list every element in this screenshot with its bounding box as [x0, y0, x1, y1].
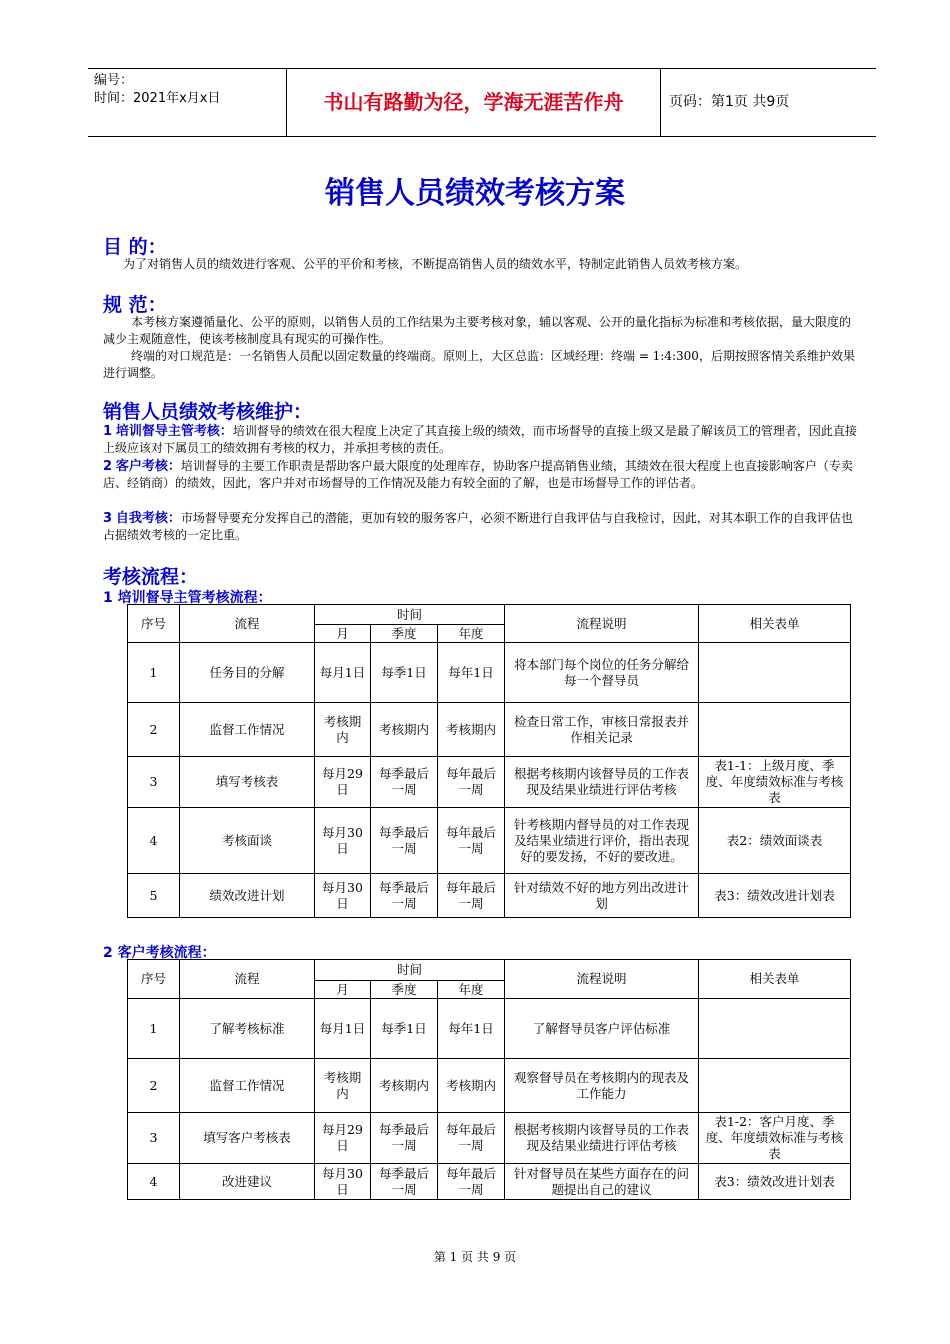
cell-forms: [699, 643, 851, 703]
col-header-quarter: 季度: [371, 625, 438, 643]
cell-desc: 针考核期内督导员的对工作表现及结果业绩进行评价，指出表现好的要发扬，不好的要改进。: [505, 808, 699, 874]
cell-month: 考核期内: [315, 1059, 371, 1113]
col-header-time: 时间: [315, 960, 505, 981]
cell-forms: [699, 1059, 851, 1113]
purpose-heading: 目 的：: [103, 236, 167, 258]
maintenance-item: [103, 510, 863, 544]
cell-quarter: 每季1日: [371, 999, 438, 1059]
norms-heading: 规 范：: [103, 294, 167, 316]
norms-text-2: 终端的对口规范是：一名销售人员配以固定数量的终端商。原则上，大区总监：区域经理：终端 = 1:4:300，后期按照客情关系维护效果进行调整。: [103, 349, 855, 380]
table-row: [128, 808, 851, 874]
cell-forms: [699, 703, 851, 757]
cell-seq: 1: [128, 643, 180, 703]
col-header-month: 月: [315, 625, 371, 643]
header-number: 编号：: [94, 73, 134, 88]
cell-flow: 绩效改进计划: [180, 874, 315, 918]
cell-desc: 了解督导员客户评估标准: [505, 999, 699, 1059]
cell-seq: 3: [128, 757, 180, 808]
maintenance-heading: 销售人员绩效考核维护：: [103, 401, 313, 423]
cell-desc: 检查日常工作，审核日常报表并作相关记录: [505, 703, 699, 757]
purpose-text: 为了对销售人员的绩效进行客观、公平的平价和考核，不断提高销售人员的绩效水平，特制定此销售人员效考核方案。: [123, 257, 748, 271]
cell-year: 每年1日: [438, 999, 505, 1059]
col-header-seq: 序号: [128, 605, 180, 643]
table2-title: 2 客户考核流程：: [103, 945, 216, 961]
table-row: [128, 1113, 851, 1164]
table-row: [128, 643, 851, 703]
norms-text-1: 本考核方案遵循量化、公平的原则，以销售人员的工作结果为主要考核对象，辅以客观、公开的量化指标为标准和考核依据，量大限度的减少主观随意性，使该考核制度具有现实的可操作性。: [103, 315, 852, 346]
header-meta: [88, 69, 286, 136]
table-row: [128, 874, 851, 918]
cell-month: 每月30日: [315, 1164, 371, 1200]
flow-table-supervisor: [127, 604, 851, 918]
cell-month: 每月30日: [315, 874, 371, 918]
cell-quarter: 每季最后一周: [371, 1113, 438, 1164]
item-number: 2: [103, 459, 113, 474]
table-row: [128, 999, 851, 1059]
maintenance-item: [103, 458, 863, 492]
cell-seq: 2: [128, 1059, 180, 1113]
cell-quarter: 考核期内: [371, 1059, 438, 1113]
cell-year: 每年最后一周: [438, 1113, 505, 1164]
cell-year: 每年最后一周: [438, 874, 505, 918]
cell-seq: 1: [128, 999, 180, 1059]
cell-flow: 改进建议: [180, 1164, 315, 1200]
table-row: [128, 1164, 851, 1200]
cell-quarter: 每季最后一周: [371, 874, 438, 918]
col-header-forms: 相关表单: [699, 605, 851, 643]
col-header-forms: 相关表单: [699, 960, 851, 999]
cell-quarter: 每季最后一周: [371, 1164, 438, 1200]
cell-month: 每月29日: [315, 1113, 371, 1164]
item-label: 自我考核：: [115, 511, 181, 526]
cell-flow: 了解考核标准: [180, 999, 315, 1059]
header-slogan: 书山有路勤为径，学海无涯苦作舟: [286, 69, 661, 136]
cell-flow: 监督工作情况: [180, 703, 315, 757]
cell-month: 每月29日: [315, 757, 371, 808]
document-title: 销售人员绩效考核方案: [325, 176, 625, 211]
cell-flow: 填写客户考核表: [180, 1113, 315, 1164]
maintenance-item: [103, 423, 863, 457]
page-header: [88, 68, 876, 137]
cell-quarter: 每季最后一周: [371, 808, 438, 874]
cell-seq: 2: [128, 703, 180, 757]
cell-year: 每年最后一周: [438, 808, 505, 874]
cell-forms: 表3：绩效改进计划表: [699, 1164, 851, 1200]
cell-quarter: 每季最后一周: [371, 757, 438, 808]
cell-quarter: 每季1日: [371, 643, 438, 703]
table-row: [128, 757, 851, 808]
cell-month: 每月1日: [315, 643, 371, 703]
page-footer: 第 1 页 共 9 页: [433, 1250, 517, 1264]
cell-quarter: 考核期内: [371, 703, 438, 757]
cell-flow: 监督工作情况: [180, 1059, 315, 1113]
cell-desc: 根据考核期内该督导员的工作表现及结果业绩进行评估考核: [505, 757, 699, 808]
cell-desc: 观察督导员在考核期内的现表及工作能力: [505, 1059, 699, 1113]
col-header-flow: 流程: [180, 605, 315, 643]
header-page-number: 页码：第1页 共9页: [669, 94, 790, 110]
item-number: 1: [103, 424, 113, 439]
cell-forms: [699, 999, 851, 1059]
table1-title: 1 培训督导主管考核流程：: [103, 590, 272, 606]
item-number: 3: [103, 511, 113, 526]
item-text: 培训督导的绩效在很大程度上决定了其直接上级的绩效，而市场督导的直接上级又是最了解该员工的管理者，因此直接上级应该对下属员工的绩效拥有考核的权力，并承担考核的责任。: [103, 424, 857, 455]
cell-year: 每年最后一周: [438, 757, 505, 808]
col-header-month: 月: [315, 981, 371, 999]
cell-desc: 针对督导员在某些方面存在的问题提出自己的建议: [505, 1164, 699, 1200]
cell-month: 每月30日: [315, 808, 371, 874]
col-header-seq: 序号: [128, 960, 180, 999]
col-header-year: 年度: [438, 625, 505, 643]
process-heading: 考核流程：: [103, 566, 199, 588]
cell-year: 每年1日: [438, 643, 505, 703]
flow-table-customer: [127, 959, 851, 1200]
cell-forms: 表2：绩效面谈表: [699, 808, 851, 874]
cell-seq: 4: [128, 808, 180, 874]
item-label: 培训督导主管考核：: [115, 424, 233, 439]
cell-year: 每年最后一周: [438, 1164, 505, 1200]
cell-flow: 考核面谈: [180, 808, 315, 874]
cell-year: 考核期内: [438, 703, 505, 757]
item-text: 培训督导的主要工作职责是帮助客户最大限度的处理库存，协助客户提高销售业绩，其绩效在很大程度上也直接影响客户（专卖店、经销商）的绩效，因此，客户并对市场督导的工作情况及能力有较全面的了解，也是市场督导工作的评估者。: [103, 459, 853, 490]
cell-forms: 表1-2：客户月度、季度、年度绩效标准与考核表: [699, 1113, 851, 1164]
cell-desc: 将本部门每个岗位的任务分解给每一个督导员: [505, 643, 699, 703]
cell-month: 每月1日: [315, 999, 371, 1059]
cell-year: 考核期内: [438, 1059, 505, 1113]
cell-desc: 根据考核期内该督导员的工作表现及结果业绩进行评估考核: [505, 1113, 699, 1164]
col-header-desc: 流程说明: [505, 960, 699, 999]
cell-flow: 任务目的分解: [180, 643, 315, 703]
col-header-time: 时间: [315, 605, 505, 625]
col-header-year: 年度: [438, 981, 505, 999]
cell-flow: 填写考核表: [180, 757, 315, 808]
cell-forms: 表3：绩效改进计划表: [699, 874, 851, 918]
cell-seq: 4: [128, 1164, 180, 1200]
cell-seq: 5: [128, 874, 180, 918]
item-text: 市场督导要充分发挥自己的潜能，更加有较的服务客户，必须不断进行自我评估与自我检讨，因此，对其本职工作的自我评估也占据绩效考核的一定比重。: [103, 511, 853, 542]
col-header-flow: 流程: [180, 960, 315, 999]
table-row: [128, 1059, 851, 1113]
header-time: 时间：2021年x月x日: [94, 91, 221, 106]
cell-desc: 针对绩效不好的地方列出改进计划: [505, 874, 699, 918]
table-row: [128, 703, 851, 757]
cell-month: 考核期内: [315, 703, 371, 757]
cell-seq: 3: [128, 1113, 180, 1164]
item-label: 客户考核：: [115, 459, 181, 474]
col-header-desc: 流程说明: [505, 605, 699, 643]
cell-forms: 表1-1：上级月度、季度、年度绩效标准与考核表: [699, 757, 851, 808]
col-header-quarter: 季度: [371, 981, 438, 999]
